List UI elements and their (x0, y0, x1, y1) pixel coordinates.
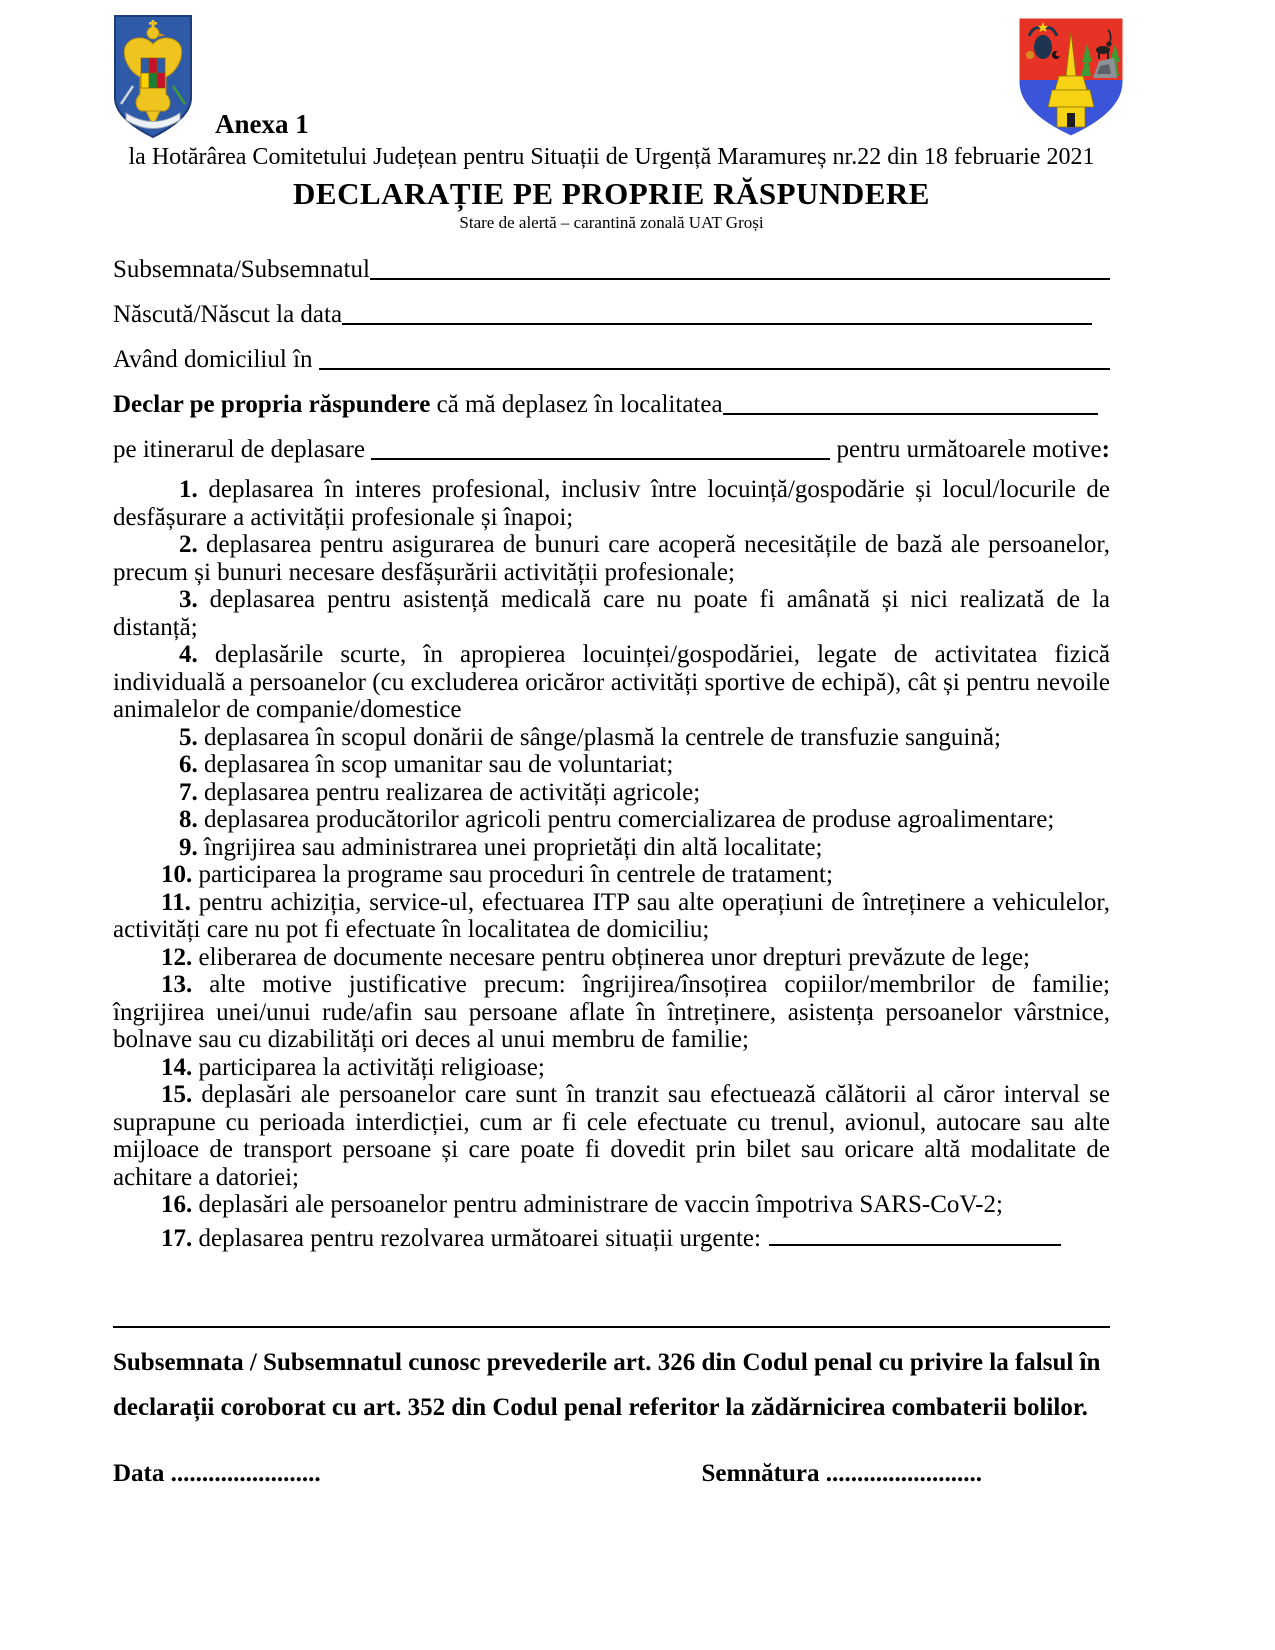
reason-number: 12. (161, 943, 193, 971)
reason-text: îngrijirea sau administrarea unei proprietăți din altă localitate; (204, 833, 823, 861)
name-blank-line (370, 278, 1110, 280)
urgent-situation-blank-line (769, 1219, 1061, 1246)
name-field-row (113, 239, 1110, 284)
signature-label: Semnătura ......................... (701, 1460, 982, 1487)
reason-text: deplasarea pentru asigurarea de bunuri care acoperă necesitățile de bază ale persoanelor, precum și bunuri necesare desfășurării activității profesionale; (113, 531, 1110, 586)
reason-item (113, 531, 1110, 586)
birthdate-field-row (113, 284, 1110, 329)
reason-text: eliberarea de documente necesare pentru obținerea unor drepturi prevăzute de lege; (198, 943, 1031, 971)
reason-item (113, 641, 1110, 724)
reason-item (113, 944, 1110, 972)
reasons-list (113, 476, 1110, 1252)
reason-text: deplasarea producătorilor agricoli pentru comercializarea de produse agroalimentare; (204, 806, 1055, 833)
reason-text: deplasările scurte, în apropierea locuinței/gospodăriei, legate de activitatea fizică individuală a persoanelor (cu excluderea oricăror activități sportive de echipă), cât și pentru nevoile animalelor de companie/domestice (113, 641, 1111, 723)
reason-text: participarea la activități religioase; (198, 1053, 545, 1081)
domicile-field-row (113, 329, 1110, 374)
reason-item (113, 751, 1110, 779)
document-subtitle: Stare de alertă – carantină zonală UAT Groși (459, 213, 764, 232)
legal-notice-line2: declarații coroborat cu art. 352 din Codul penal referitor la zădărnicirea combaterii bolilor. (113, 1394, 1088, 1421)
reason-text: deplasarea în scopul donării de sânge/plasmă la centrele de transfuzie sanguină; (204, 723, 1001, 751)
date-label: Data ........................ (113, 1460, 321, 1487)
declaration-locality-row (113, 374, 1110, 419)
birthdate-label: Născută/Născut la data (113, 301, 343, 328)
reason-item (113, 1219, 1110, 1253)
reason-text: deplasarea în scop umanitar sau de voluntariat; (204, 751, 674, 778)
itinerary-label: pe itinerarul de deplasare (113, 436, 372, 463)
reason-text: deplasarea în interes profesional, inclusiv între locuință/gospodărie și locul/locurile de desfășurare a activității profesionale și înapoi; (113, 476, 1111, 531)
decision-reference: la Hotărârea Comitetului Județean pentru Situații de Urgență Maramureș nr.22 din 18 februarie 2021 (128, 144, 1095, 170)
reason-number: 10. (161, 861, 193, 888)
reason-number: 6. (179, 751, 198, 778)
itinerary-blank-line (371, 458, 830, 460)
anexa-label: Anexa 1 (215, 109, 309, 139)
reason-item (113, 834, 1110, 862)
reason-text: deplasarea pentru asistență medicală care nu poate fi amânată și nici realizată de la distanță; (113, 586, 1110, 641)
domicile-blank-line (319, 368, 1110, 370)
reason-text: deplasări ale persoanelor pentru administrare de vaccin împotriva SARS-CoV-2; (198, 1191, 1003, 1218)
signature-block (113, 1460, 1110, 1488)
reason-item (113, 1054, 1110, 1082)
reason-number: 16. (161, 1191, 193, 1218)
reason-number: 7. (179, 778, 198, 806)
reason-number: 9. (179, 833, 198, 861)
reason-text: deplasări ale persoanelor care sunt în tranzit sau efectuează călătorii al căror interval se suprapune cu perioada interdicției, cum ar fi cele efectuate cu trenul, avionul, autocare sau alte mijloace de transport persoane și care poate fi dovedit prin bilet sau oricare altă modalitate de achitare a datoriei; (113, 1081, 1110, 1191)
reason-number: 8. (179, 806, 198, 833)
locality-blank-line (723, 413, 1098, 415)
reason-item (113, 476, 1110, 531)
reason-number: 2. (179, 531, 198, 558)
reason-item (113, 724, 1110, 752)
reason-number: 4. (179, 641, 198, 668)
reason-number: 5. (179, 723, 198, 751)
name-label: Subsemnata/Subsemnatul (113, 256, 370, 283)
itinerary-row (113, 419, 1110, 464)
separator-line (113, 1326, 1110, 1328)
domicile-label: Având domiciliul în (113, 346, 319, 373)
declare-rest-label: că mă deplasez în localitatea (430, 391, 723, 418)
reason-text: alte motive justificative precum: îngrijirea/însoțirea copiilor/membrilor de familie; îngrijirea unei/unui rude/afin sau persoane aflate în întreținere, asistența persoanelor vârstnice, bolnave sau cu dizabilități ori deces al unui membru de familie; (113, 971, 1110, 1053)
reason-item (113, 861, 1110, 889)
reason-item (113, 1081, 1110, 1191)
reason-number: 13. (161, 971, 193, 998)
reason-number: 11. (161, 888, 191, 916)
reason-item (113, 586, 1110, 641)
reason-number: 1. (179, 476, 198, 503)
reason-text: participarea la programe sau proceduri în centrele de tratament; (198, 861, 833, 888)
document-title: DECLARAȚIE PE PROPRIE RĂSPUNDERE (293, 176, 930, 211)
reason-text: pentru achiziția, service-ul, efectuarea ITP sau alte operațiuni de întreținere a vehiculelor, activități care nu pot fi efectuate în localitatea de domiciliu; (113, 888, 1110, 943)
form-fields (113, 239, 1110, 464)
reason-item (113, 779, 1110, 807)
reason-number: 15. (161, 1081, 193, 1108)
itinerary-colon: : (1101, 436, 1110, 463)
reason-number: 14. (161, 1053, 193, 1081)
reason-number: 17. (161, 1224, 193, 1252)
itinerary-after-label: pentru următoarele motive (830, 436, 1102, 463)
legal-notice-line1: Subsemnata / Subsemnatul cunosc prevederile art. 326 din Codul penal cu privire la falsul în (113, 1349, 1101, 1376)
legal-notice (113, 1340, 1110, 1430)
reason-item (113, 971, 1110, 1054)
birthdate-blank-line (342, 323, 1092, 325)
reason-item (113, 889, 1110, 944)
reason-text: deplasarea pentru realizarea de activități agricole; (204, 778, 701, 806)
declare-bold-label: Declar pe propria răspundere (113, 391, 431, 418)
reason-number: 3. (179, 586, 198, 613)
reason-item (113, 1191, 1110, 1219)
reason-item (113, 806, 1110, 834)
reason-text: deplasarea pentru rezolvarea următoarei situații urgente: (198, 1224, 761, 1252)
